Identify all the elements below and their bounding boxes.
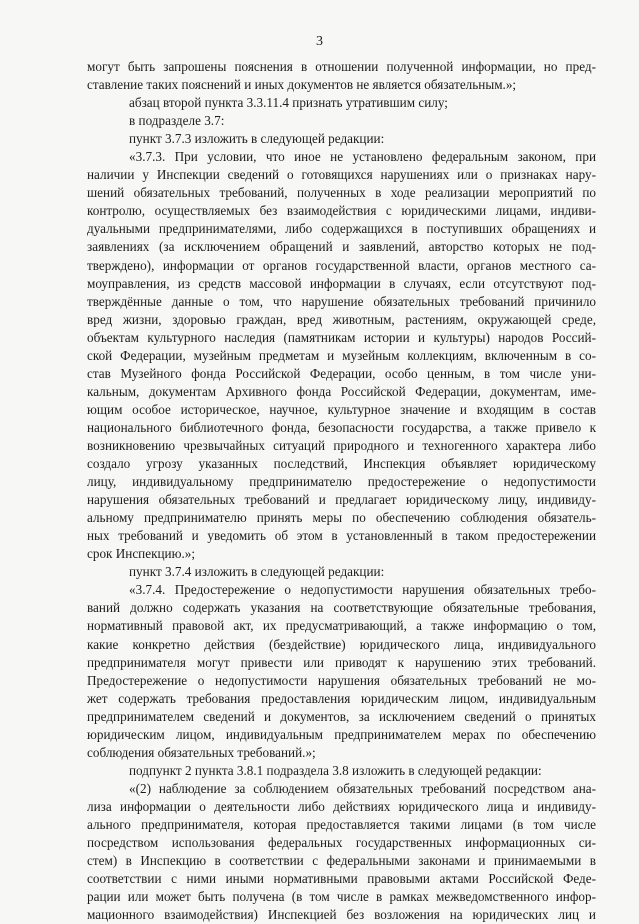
- text-line: рации или может быть получена (в том числе в рамках межведомственного инфор-: [87, 889, 596, 905]
- text-line: шений обязательных требований, полученных в ходе реализации мероприятий по: [87, 185, 596, 201]
- text-line: мационного взаимодействия) Инспекцией без возложения на юридических лиц и: [87, 907, 596, 923]
- text-line: пункт 3.7.3 изложить в следующей редакции:: [129, 131, 385, 147]
- text-line: контролю, осуществляемых без взаимодействия с юридическими лицами, индиви-: [87, 203, 596, 219]
- text-line: кальным, документам Архивного фонда Российской Федерации, документам, име-: [87, 383, 596, 399]
- text-line: став Музейного фонда Российской Федерации, особо ценным, в том числе уни-: [87, 365, 596, 381]
- text-line: «3.7.3. При условии, что иное не установлено федеральным законом, при: [129, 149, 596, 165]
- text-line: абзац второй пункта 3.3.11.4 признать утратившим силу;: [129, 95, 448, 111]
- text-line: срок Инспекцию.»;: [87, 546, 196, 562]
- text-line: тверждённые данные о том, что нарушение обязательных требований причинило: [87, 293, 596, 309]
- text-line: создало угрозу указанных последствий, Инспекция объявляет юридическому: [87, 456, 596, 472]
- text-line: национального библиотечного фонда, безопасности государства, а также привело к: [87, 419, 596, 435]
- text-line: тверждено), информации от органов государственной власти, органов местного са-: [87, 257, 596, 273]
- page-number: 3: [316, 34, 323, 49]
- text-line: предпринимателя могут привести или приводят к нарушению этих требований.: [87, 654, 596, 670]
- text-line: предпринимателем сведений и документов, за исключением сведений о принятых: [87, 708, 596, 724]
- text-line: наличии у Инспекции сведений о готовящихся нарушениях или о признаках нару-: [87, 167, 596, 183]
- text-line: ющим особое историческое, научное, культурное значение и входящим в состав: [87, 401, 596, 417]
- text-line: Предостережение о недопустимости нарушения обязательных требований не мо-: [87, 672, 596, 688]
- text-line: юридическим лицом, индивидуальным предпринимателем мерах по обеспечению: [87, 726, 596, 742]
- text-line: заявлениях (за исключением обращений и заявлений, авторство которых не под-: [87, 239, 596, 255]
- text-line: пункт 3.7.4 изложить в следующей редакции:: [129, 564, 385, 580]
- text-line: какие конкретно действия (бездействие) юридического лица, индивидуального: [87, 636, 596, 652]
- text-line: стем) в Инспекцию в соответствии с федеральными законами и принимаемыми в: [87, 853, 596, 869]
- text-line: возникновению чрезвычайных ситуаций природного и техногенного характера либо: [87, 437, 596, 453]
- text-line: лицу, индивидуальному предпринимателю предостережение о недопустимости: [87, 474, 596, 490]
- text-line: ваний должно содержать указания на соответствующие обязательные требования,: [87, 600, 596, 616]
- text-line: посредством использования федеральных государственных информационных си-: [87, 835, 596, 851]
- text-line: объектам культурного наследия (памятникам истории и культуры) народов Россий-: [87, 329, 596, 345]
- text-line: моуправления, из средств массовой информации в случаях, если отсутствуют под-: [87, 275, 596, 291]
- text-line: вред жизни, здоровью граждан, вред животным, растениям, окружающей среде,: [87, 311, 596, 327]
- text-line: дуальными предпринимателями, либо содержащихся в поступивших обращениях и: [87, 221, 596, 237]
- text-line: альному предпринимателю принять меры по обеспечению соблюдения обязатель-: [87, 510, 596, 526]
- text-line: лиза информации о деятельности либо действиях юридического лица и индивиду-: [87, 798, 596, 814]
- text-line: нормативный правовой акт, их предусматривающий, а также информацию о том,: [87, 618, 596, 634]
- text-line: жет содержать требования предоставления юридическим лицом, индивидуальным: [87, 690, 596, 706]
- text-line: ных требований и уведомить об этом в установленный в таком предостережении: [87, 528, 596, 544]
- text-line: нарушения обязательных требований и предлагает юридическому лицу, индивиду-: [87, 492, 596, 508]
- text-line: «(2) наблюдение за соблюдением обязательных требований посредством ана-: [129, 780, 596, 796]
- document-body: [87, 58, 596, 924]
- text-line: «3.7.4. Предостережение о недопустимости нарушения обязательных требо-: [129, 582, 596, 598]
- text-line: ставление таких пояснений и иных документов не является обязательным.»;: [87, 77, 517, 93]
- text-line: ской Федерации, музейным предметам и музейным коллекциям, включенным в со-: [87, 347, 596, 363]
- text-line: соответствии с ними иными нормативными правовыми актами Российской Феде-: [87, 871, 596, 887]
- text-line: соблюдения обязательных требований.»;: [87, 744, 316, 760]
- text-line: могут быть запрошены пояснения в отношении полученной информации, но пред-: [87, 59, 596, 74]
- text-line: подпункт 2 пункта 3.8.1 подраздела 3.8 изложить в следующей редакции:: [129, 762, 542, 778]
- text-line: ального предпринимателя, которая предоставляется такими лицами (в том числе: [87, 816, 596, 832]
- text-line: в подразделе 3.7:: [129, 113, 225, 129]
